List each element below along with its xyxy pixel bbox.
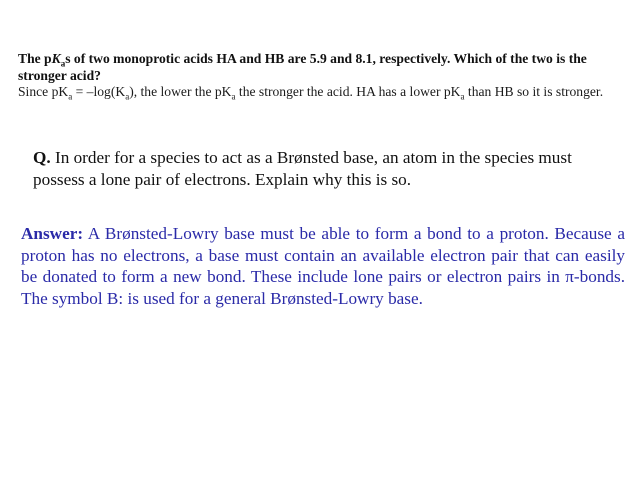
previous-answer-sub-3: a	[231, 91, 236, 102]
previous-problem	[18, 50, 630, 100]
previous-question-subscript: a	[60, 58, 66, 69]
previous-answer-part-5: than HB so it is stronger.	[464, 84, 604, 99]
previous-question-k: K	[51, 51, 61, 66]
answer-label: Answer:	[21, 224, 84, 243]
question	[33, 147, 623, 191]
answer-text: A Brønsted-Lowry base must be able to form a bond to a proton. Because a proton has no electrons, a base must contain an available electron pair that can easily be donated to form a new bond. These include lone pairs or electron pairs in π-bonds. The symbol B: is used for a general Brønsted-Lowry base.	[21, 224, 625, 308]
previous-answer-part-4: the stronger the acid. HA has a lower pK	[235, 84, 461, 99]
previous-answer-part-2: = –log(K	[72, 84, 126, 99]
previous-answer-sub-2: a	[125, 91, 130, 102]
previous-answer	[18, 84, 630, 100]
previous-question	[18, 50, 630, 84]
question-text: In order for a species to act as a Brønsted base, an atom in the species must possess a lone pair of electrons. Explain why this is so.	[33, 148, 572, 189]
previous-answer-part-3: ), the lower the pK	[129, 84, 232, 99]
answer	[21, 223, 625, 309]
previous-answer-part-1: Since pK	[18, 84, 69, 99]
previous-answer-sub-1: a	[68, 91, 73, 102]
question-label: Q.	[33, 148, 51, 167]
previous-question-prefix: The p	[18, 51, 52, 66]
previous-question-text: s of two monoprotic acids HA and HB are 5.9 and 8.1, respectively. Which of the two is the stronger acid?	[18, 51, 587, 83]
previous-answer-sub-4: a	[460, 91, 465, 102]
